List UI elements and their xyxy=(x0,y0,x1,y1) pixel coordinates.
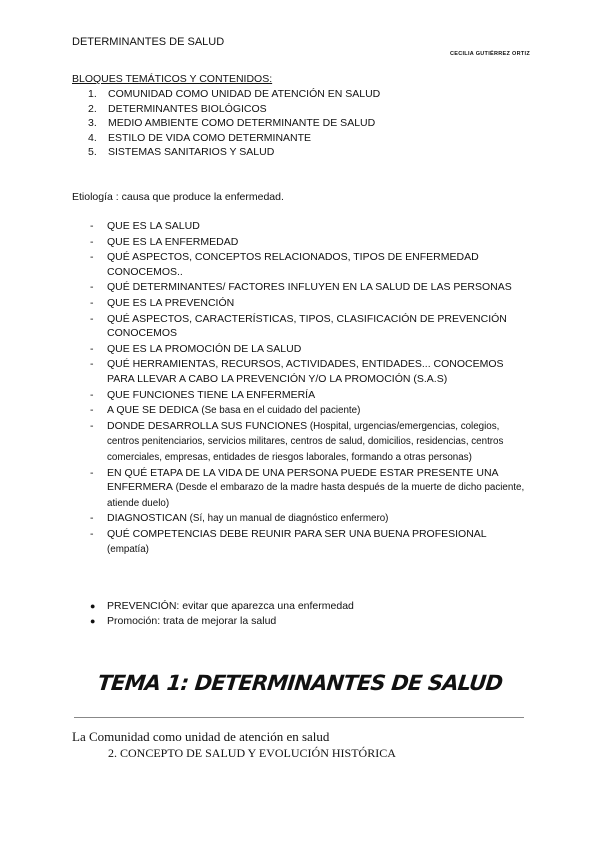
unit-heading: La Comunidad como unidad de atención en salud xyxy=(72,729,330,744)
bullet-icon: ● xyxy=(90,601,96,611)
list-item xyxy=(90,614,354,629)
list-item: - QUE ES LA PROMOCIÓN DE LA SALUD xyxy=(90,342,302,355)
list-item: - QUÉ DETERMINANTES/ FACTORES INFLUYEN EN LA SALUD DE LAS PERSONAS xyxy=(90,281,512,294)
list-text: DETERMINANTES BIOLÓGICOS xyxy=(108,102,267,115)
questions-list xyxy=(90,219,530,558)
list-number: 4. xyxy=(88,131,97,144)
section-title: TEMA 1: DETERMINANTES DE SALUD xyxy=(96,671,504,695)
question-text: A QUE SE DEDICA xyxy=(107,404,199,417)
question-note: (empatía) xyxy=(107,544,149,556)
question-text: QUÉ DETERMINANTES/ FACTORES INFLUYEN EN LA SALUD DE LAS PERSONAS xyxy=(107,281,512,294)
list-item xyxy=(88,131,380,146)
list-item: - A QUE SE DEDICA (Se basa en el cuidado del paciente) xyxy=(90,404,361,417)
list-text: MEDIO AMBIENTE COMO DETERMINANTE DE SALUD xyxy=(108,117,376,130)
bullet-icon: ● xyxy=(90,615,96,626)
subsection-heading: 2. CONCEPTO DE SALUD Y EVOLUCIÓN HISTÓRICA xyxy=(108,746,396,760)
list-item: - QUE ES LA ENFERMEDAD xyxy=(90,235,239,248)
list-number: 2. xyxy=(88,102,97,115)
etiology-definition: Etiología : causa que produce la enfermedad. xyxy=(72,191,284,203)
list-text: ESTILO DE VIDA COMO DETERMINANTE xyxy=(108,131,312,144)
question-note: (Sí, hay un manual de diagnóstico enfermero) xyxy=(186,513,389,525)
question-text: DONDE DESARROLLA SUS FUNCIONES xyxy=(107,419,308,432)
question-note: (Hospital, urgencias/emergencias, colegios, centros penitenciarios, servicios militares, centros de salud, domicilios, residencias, centros comerciales, empresas, entidades de riesgos laborales, formando a otras personas) xyxy=(107,420,504,463)
question-text: QUE FUNCIONES TIENE LA ENFERMERÍA xyxy=(107,388,316,401)
list-number: 5. xyxy=(88,146,97,159)
list-item: - QUÉ HERRAMIENTAS, RECURSOS, ACTIVIDADES, ENTIDADES... CONOCEMOS PARA LLEVAR A CABO LA PREVENCIÓN Y/O LA PROMOCIÓN (S.A.S) xyxy=(90,358,504,385)
list-item xyxy=(88,116,380,131)
question-text: EN QUÉ ETAPA DE LA VIDA DE UNA PERSONA PUEDE ESTAR PRESENTE UNA ENFERMERA xyxy=(107,466,498,494)
question-text: QUÉ ASPECTOS, CARACTERÍSTICAS, TIPOS, CLASIFICACIÓN DE PREVENCIÓN CONOCEMOS xyxy=(107,312,507,340)
question-text: QUÉ ASPECTOS, CONCEPTOS RELACIONADOS, TIPOS DE ENFERMEDAD CONOCEMOS.. xyxy=(107,251,479,278)
list-item: - QUE ES LA SALUD xyxy=(90,220,200,232)
author-name: CECILIA GUTIÉRREZ ORTIZ xyxy=(449,51,530,57)
list-item: - QUÉ COMPETENCIAS DEBE REUNIR PARA SER UNA BUENA PROFESIONAL (empatía) xyxy=(90,527,487,556)
question-text: QUÉ COMPETENCIAS DEBE REUNIR PARA SER UNA BUENA PROFESIONAL xyxy=(107,527,487,540)
list-item xyxy=(90,599,354,614)
blocks-heading: BLOQUES TEMÁTICOS Y CONTENIDOS: xyxy=(72,73,273,85)
list-item: - QUE ES LA PREVENCIÓN xyxy=(90,296,235,309)
list-item: - QUÉ ASPECTOS, CARACTERÍSTICAS, TIPOS, CLASIFICACIÓN DE PREVENCIÓN CONOCEMOS xyxy=(90,312,507,340)
question-note: (Desde el embarazo de la madre hasta después de la muerte de dicho paciente, atiende duelo) xyxy=(107,482,525,509)
list-item xyxy=(88,145,380,160)
list-item: - QUE FUNCIONES TIENE LA ENFERMERÍA xyxy=(90,388,316,401)
question-note: (Se basa en el cuidado del paciente) xyxy=(198,405,361,417)
definitions-list xyxy=(90,599,354,628)
list-item: - DIAGNOSTICAN (Sí, hay un manual de diagnóstico enfermero) xyxy=(90,512,389,525)
blocks-list xyxy=(88,87,380,160)
definition-text: PREVENCIÓN: evitar que aparezca una enfermedad xyxy=(107,600,354,612)
question-text: QUE ES LA PROMOCIÓN DE LA SALUD xyxy=(107,342,302,355)
question-text: QUE ES LA ENFERMEDAD xyxy=(107,235,239,248)
list-item: - EN QUÉ ETAPA DE LA VIDA DE UNA PERSONA PUEDE ESTAR PRESENTE UNA ENFERMERA (Desde el embarazo de la madre hasta después de la muerte de dicho paciente, atiende duelo) xyxy=(90,466,525,509)
document-title: DETERMINANTES DE SALUD xyxy=(72,36,225,48)
question-text: QUE ES LA SALUD xyxy=(107,220,200,232)
list-text: COMUNIDAD COMO UNIDAD DE ATENCIÓN EN SALUD xyxy=(108,88,381,100)
list-item xyxy=(88,102,380,117)
list-item: - DONDE DESARROLLA SUS FUNCIONES (Hospital, urgencias/emergencias, colegios, centros penitenciarios, servicios militares, centros de salud, domicilios, residencias, centros comerciales, empresas, entidades de riesgos laborales, formando a otras personas) xyxy=(90,419,504,463)
list-number: 1. xyxy=(88,88,97,100)
list-item: - QUÉ ASPECTOS, CONCEPTOS RELACIONADOS, TIPOS DE ENFERMEDAD CONOCEMOS.. xyxy=(90,251,479,278)
definition-text: Promoción: trata de mejorar la salud xyxy=(107,614,277,627)
list-item xyxy=(88,87,380,102)
horizontal-divider xyxy=(74,717,524,718)
question-text: DIAGNOSTICAN xyxy=(107,512,187,525)
question-text: QUÉ HERRAMIENTAS, RECURSOS, ACTIVIDADES, ENTIDADES... CONOCEMOS PARA LLEVAR A CABO LA PREVENCIÓN Y/O LA PROMOCIÓN (S.A.S) xyxy=(107,358,504,385)
list-text: SISTEMAS SANITARIOS Y SALUD xyxy=(108,146,275,159)
list-number: 3. xyxy=(88,117,97,130)
question-text: QUE ES LA PREVENCIÓN xyxy=(107,296,235,309)
